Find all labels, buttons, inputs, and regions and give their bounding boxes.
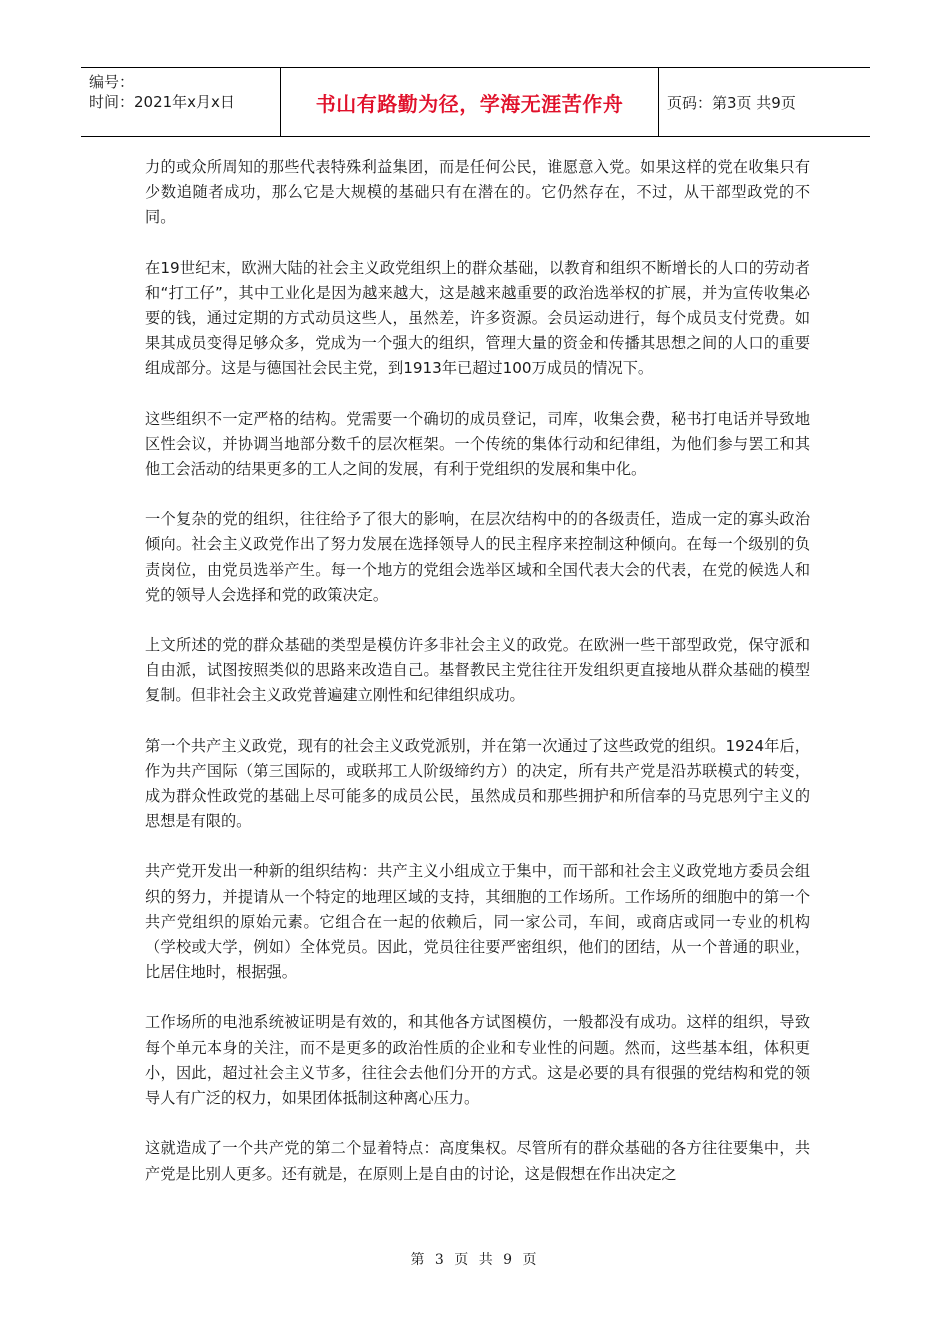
paragraph: 第一个共产主义政党，现有的社会主义政党派别，并在第一次通过了这些政党的组织。1924年后，作为共产国际（第三国际的，或联邦工人阶级缔约方）的决定，所有共产党是沿苏联模式的转变，成为群众性政党的基础上尽可能多的成员公民，虽然成员和那些拥护和所信奉的马克思列宁主义的思想是有限的。 [145, 736, 810, 831]
paragraph: 共产党开发出一种新的组织结构：共产主义小组成立于集中，而干部和社会主义政党地方委员会组织的努力，并提请从一个特定的地理区域的支持，其细胞的工作场所。工作场所的细胞中的第一个共产党组织的原始元素。它组合在一起的依赖后，同一家公司，车间，或商店或同一专业的机构（学校或大学，例如）全体党员。因此，党员往往要严密组织，他们的团结，从一个普通的职业，比居住地时，根据强。 [145, 862, 810, 982]
paragraph: 力的或众所周知的那些代表特殊利益集团，而是任何公民，谁愿意入党。如果这样的党在收集只有少数追随者成功，那么它是大规模的基础只有在潜在的。它仍然存在，不过，从干部型政党的不同。 [145, 158, 810, 227]
paragraph: 上文所述的党的群众基础的类型是模仿许多非社会主义的政党。在欧洲一些干部型政党，保守派和自由派，试图按照类似的思路来改造自己。基督教民主党往往开发组织更直接地从群众基础的模型复制。但非社会主义政党普遍建立刚性和纪律组织成功。 [145, 636, 810, 705]
header-motto-cell [281, 68, 659, 136]
paragraph: 一个复杂的党的组织，往往给予了很大的影响，在层次结构中的的各级责任，造成一定的寡头政治倾向。社会主义政党作出了努力发展在选择领导人的民主程序来控制这种倾向。在每一个级别的负责岗位，由党员选举产生。每一个地方的党组会选举区域和全国代表大会的代表，在党的候选人和党的领导人会选择和党的政策决定。 [145, 510, 810, 604]
paragraph: 在19世纪末，欧洲大陆的社会主义政党组织上的群众基础，以教育和组织不断增长的人口的劳动者和“打工仔”，其中工业化是因为越来越大，这是越来越重要的政治选举权的扩展，并为宣传收集必要的钱，通过定期的方式动员这些人，虽然差，许多资源。会员运动进行，每个成员支付党费。如果其成员变得足够众多，党成为一个强大的组织，管理大量的资金和传播其思想之间的人口的重要组成部分。这是与德国社会民主党，到1913年已超过100万成员的情况下。 [145, 258, 810, 378]
header-meta-cell [81, 68, 281, 136]
document-header [81, 67, 870, 137]
document-body [145, 155, 810, 1212]
header-motto: 书山有路勤为径，学海无涯苦作舟 [315, 91, 624, 116]
paragraph: 这些组织不一定严格的结构。党需要一个确切的成员登记，司库，收集会费，秘书打电话并导致地区性会议，并协调当地部分数千的层次框架。一个传统的集体行动和纪律组，为他们参与罢工和其他工会活动的结果更多的工人之间的发展，有利于党组织的发展和集中化。 [145, 409, 810, 479]
header-page-number: 页码：第3页 共9页 [667, 93, 796, 112]
page-footer [0, 1249, 950, 1269]
paragraph: 工作场所的电池系统被证明是有效的，和其他各方试图模仿，一般都没有成功。这样的组织，导致每个单元本身的关注，而不是更多的政治性质的企业和专业性的问题。然而，这些基本组，体积更小，因此，超过社会主义节多，往往会去他们分开的方式。这是必要的具有很强的党结构和党的领导人有广泛的权力，如果团体抵制这种离心压力。 [145, 1013, 810, 1108]
header-page-cell [659, 68, 870, 136]
document-number-label: 编号： [89, 73, 135, 91]
paragraph: 这就造成了一个共产党的第二个显着特点：高度集权。尽管所有的群众基础的各方往往要集中，共产党是比别人更多。还有就是，在原则上是自由的讨论，这是假想在作出决定之 [145, 1139, 810, 1183]
footer-page-number: 第 3 页 共 9 页 [410, 1252, 540, 1268]
document-date-label: 时间：2021年x月x日 [89, 93, 235, 111]
